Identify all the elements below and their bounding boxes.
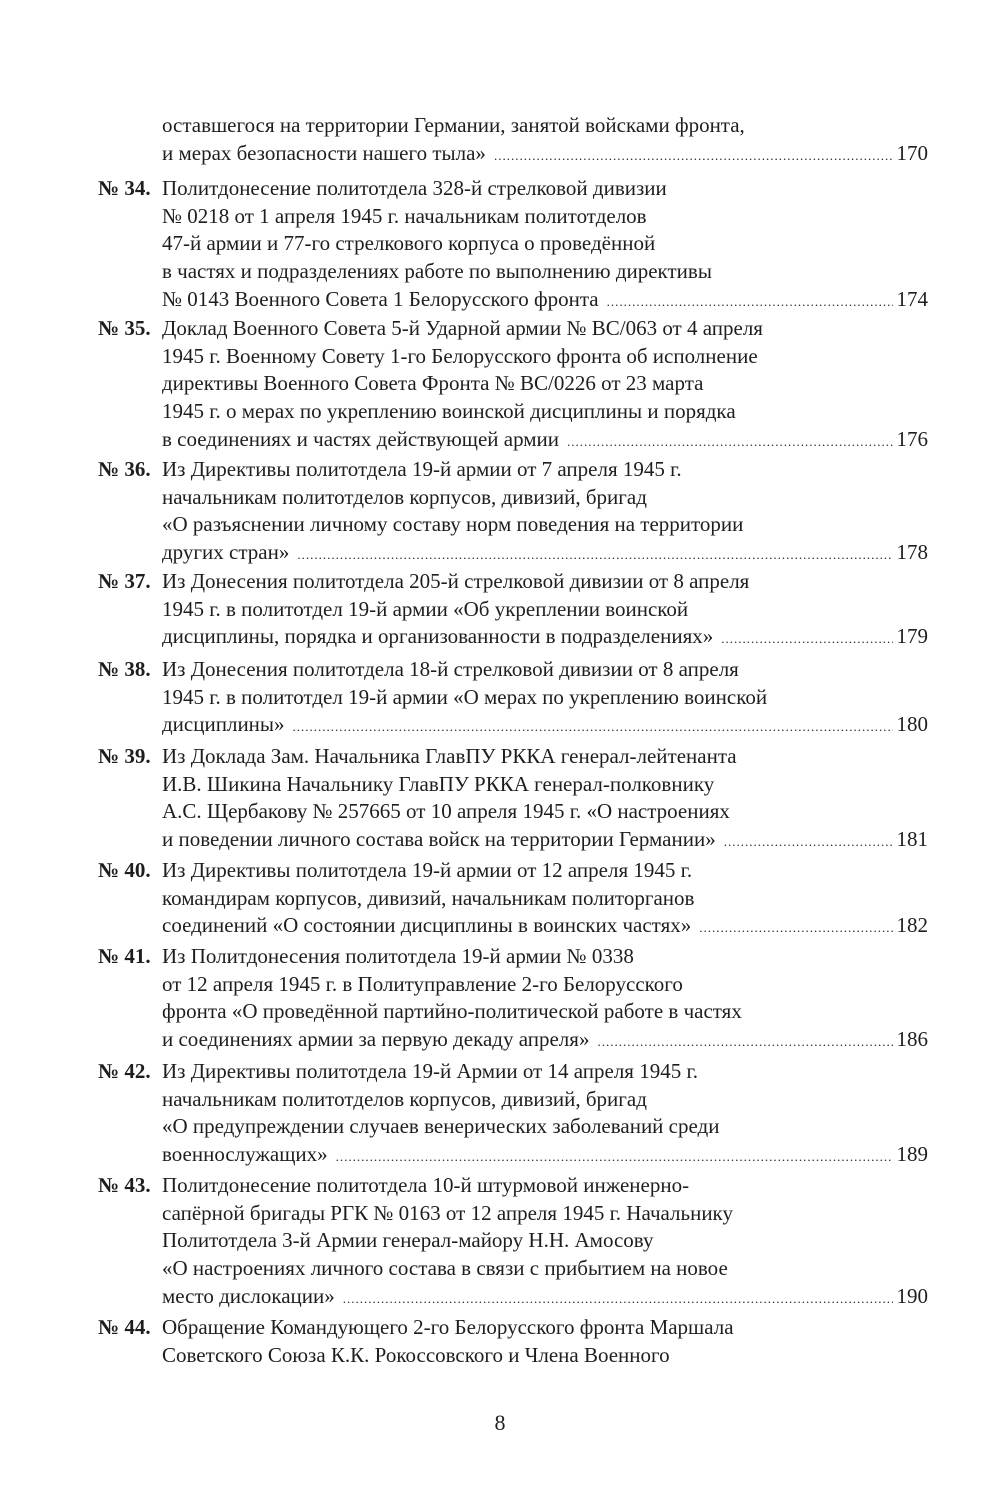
toc-entry-line: других стран» bbox=[162, 540, 290, 565]
toc-entry-line: 1945 г. Военному Совету 1-го Белорусского фронта об исполнение bbox=[162, 343, 758, 368]
dot-leader bbox=[297, 541, 892, 569]
toc-entry-line: и поведении личного состава войск на территории Германии» bbox=[162, 827, 716, 852]
toc-entry-line: Из Директивы политотдела 19-й Армии от 14 апреля 1945 г. bbox=[162, 1059, 698, 1083]
toc-entry-body bbox=[162, 656, 928, 741]
toc-entry-line: Доклад Военного Совета 5-й Ударной армии № ВС/063 от 4 апреля bbox=[162, 316, 763, 340]
page-number: 178 bbox=[896, 540, 928, 565]
page-number: 174 bbox=[896, 286, 928, 311]
document-number: № 41. bbox=[98, 944, 151, 968]
toc-entry-line: и мерах безопасности нашего тыла» bbox=[162, 140, 486, 165]
toc-entry-lastline bbox=[162, 286, 928, 316]
toc-entry-line: «О настроениях личного состава в связи с прибытием на новое bbox=[162, 1256, 728, 1281]
toc-entry-line: Из Директивы политотдела 19-й армии от 12 апреля 1945 г. bbox=[162, 858, 693, 882]
toc-entry-line: 47-й армии и 77-го стрелкового корпуса о проведённой bbox=[162, 231, 656, 256]
toc-entry-line: командирам корпусов, дивизий, начальникам политорганов bbox=[162, 885, 695, 910]
dot-leader bbox=[343, 1285, 893, 1313]
toc-entry-body bbox=[162, 1058, 928, 1171]
toc-entry bbox=[98, 568, 928, 653]
page-number: 186 bbox=[896, 1027, 928, 1052]
toc-entry-body bbox=[162, 743, 928, 856]
toc-entry-lastline bbox=[162, 1283, 928, 1313]
toc-entry-line: и соединениях армии за первую декаду апреля» bbox=[162, 1027, 590, 1052]
toc-entry-line: соединений «О состоянии дисциплины в воинских частях» bbox=[162, 913, 692, 938]
dot-leader bbox=[699, 914, 892, 942]
page-number: 176 bbox=[896, 426, 928, 451]
toc-entry-line: Из Директивы политотдела 19-й армии от 7 апреля 1945 г. bbox=[162, 457, 682, 481]
document-number: № 43. bbox=[98, 1173, 151, 1197]
toc-entry bbox=[98, 456, 928, 569]
toc-entry-lastline bbox=[162, 711, 928, 741]
page-number: 181 bbox=[896, 827, 928, 852]
toc-entry-line: дисциплины, порядка и организованности в подразделениях» bbox=[162, 624, 714, 649]
document-number: № 37. bbox=[98, 569, 151, 593]
toc-entry-line: Политдонесение политотдела 10-й штурмовой инженерно- bbox=[162, 1173, 690, 1197]
toc-entry-body bbox=[162, 175, 928, 316]
toc-entry bbox=[98, 1314, 928, 1369]
document-number: № 38. bbox=[98, 657, 151, 681]
page-folio: 8 bbox=[494, 1410, 506, 1435]
toc-entry bbox=[98, 656, 928, 741]
toc-entry-line: «О предупреждении случаев венерических заболеваний среди bbox=[162, 1114, 720, 1139]
toc-entry-lastline bbox=[162, 912, 928, 942]
toc-entry-line: сапёрной бригады РГК № 0163 от 12 апреля 1945 г. Начальнику bbox=[162, 1200, 733, 1225]
toc-entry-line: дисциплины» bbox=[162, 712, 285, 737]
toc-entry-lastline bbox=[162, 426, 928, 456]
toc-entry-line: место дислокации» bbox=[162, 1283, 335, 1308]
toc-entry-body bbox=[162, 943, 928, 1056]
toc-entry-line: И.В. Шикина Начальнику ГлавПУ РККА генерал-полковнику bbox=[162, 771, 715, 796]
toc-entry-line: оставшегося на территории Германии, занятой войсками фронта, bbox=[162, 113, 745, 137]
toc-entry-lastline bbox=[162, 140, 928, 170]
toc-entry-line: начальникам политотделов корпусов, дивизий, бригад bbox=[162, 1086, 647, 1111]
dot-leader bbox=[293, 713, 893, 741]
page-number: 189 bbox=[896, 1142, 928, 1167]
toc-entry-lastline bbox=[162, 623, 928, 653]
toc-entry-line: фронта «О проведённой партийно-политической работе в частях bbox=[162, 999, 742, 1024]
page-number: 179 bbox=[896, 624, 928, 649]
toc-entry-line: «О разъяснении личному составу норм поведения на территории bbox=[162, 512, 744, 537]
toc-entry-line: № 0218 от 1 апреля 1945 г. начальникам политотделов bbox=[162, 203, 647, 228]
toc-entry-line: в соединениях и частях действующей армии bbox=[162, 426, 560, 451]
document-number: № 36. bbox=[98, 457, 151, 481]
toc-entry-line: Советского Союза К.К. Рокоссовского и Члена Военного bbox=[162, 1342, 670, 1367]
toc-entry-body bbox=[162, 1172, 928, 1313]
toc-entry-line: Из Политдонесения политотдела 19-й армии № 0338 bbox=[162, 944, 634, 968]
page-number: 190 bbox=[896, 1283, 928, 1308]
dot-leader bbox=[567, 428, 892, 456]
document-number: № 42. bbox=[98, 1059, 151, 1083]
document-number: № 40. bbox=[98, 858, 151, 882]
dot-leader bbox=[724, 828, 893, 856]
toc-entry bbox=[98, 1058, 928, 1171]
toc-entry-body bbox=[162, 456, 928, 569]
page-number: 180 bbox=[896, 712, 928, 737]
toc-entry-body bbox=[162, 1314, 928, 1369]
toc-entry bbox=[98, 315, 928, 456]
page-number: 182 bbox=[896, 913, 928, 938]
toc-entry-line: 1945 г. в политотдел 19-й армии «О мерах по укреплению воинской bbox=[162, 684, 768, 709]
toc-entry-line: начальникам политотделов корпусов, дивизий, бригад bbox=[162, 484, 647, 509]
toc-entry-lastline bbox=[162, 539, 928, 569]
toc-entry-line: Политотдела 3-й Армии генерал-майору Н.Н. Амосову bbox=[162, 1228, 654, 1253]
toc-entry-line: от 12 апреля 1945 г. в Политуправление 2-го Белорусского bbox=[162, 971, 683, 996]
toc-entry-line: военнослужащих» bbox=[162, 1142, 328, 1167]
dot-leader bbox=[597, 1028, 892, 1056]
toc-entry bbox=[98, 857, 928, 942]
toc-entry-line: А.С. Щербакову № 257665 от 10 апреля 1945 г. «О настроениях bbox=[162, 799, 730, 824]
document-number: № 39. bbox=[98, 744, 151, 768]
toc-entry-line: 1945 г. о мерах по укреплению воинской дисциплины и порядка bbox=[162, 399, 736, 424]
dot-leader bbox=[494, 142, 893, 170]
toc-entry-body bbox=[162, 112, 928, 169]
document-number: № 34. bbox=[98, 176, 151, 200]
document-number: № 44. bbox=[98, 1315, 151, 1339]
toc-entry bbox=[98, 112, 928, 169]
toc-entry-body bbox=[162, 568, 928, 653]
toc-entry bbox=[98, 743, 928, 856]
toc-entry-line: в частях и подразделениях работе по выполнению директивы bbox=[162, 259, 712, 284]
toc-entry-line: № 0143 Военного Совета 1 Белорусского фронта bbox=[162, 286, 599, 311]
toc-entry bbox=[98, 175, 928, 316]
toc-entry-line: Обращение Командующего 2-го Белорусского фронта Маршала bbox=[162, 1315, 734, 1339]
toc-entry-line: Политдонесение политотдела 328-й стрелковой дивизии bbox=[162, 176, 667, 200]
document-number: № 35. bbox=[98, 316, 151, 340]
toc-entry-lastline bbox=[162, 1026, 928, 1056]
toc-entry-body bbox=[162, 315, 928, 456]
page-number: 170 bbox=[896, 140, 928, 165]
dot-leader bbox=[336, 1143, 893, 1171]
toc-entry bbox=[98, 943, 928, 1056]
toc-entry-body bbox=[162, 857, 928, 942]
toc-entry-line: Из Доклада Зам. Начальника ГлавПУ РККА генерал-лейтенанта bbox=[162, 744, 737, 768]
toc-entry-line: Из Донесения политотдела 18-й стрелковой дивизии от 8 апреля bbox=[162, 657, 739, 681]
toc-entry-line: Из Донесения политотдела 205-й стрелковой дивизии от 8 апреля bbox=[162, 569, 750, 593]
toc-entry-line: директивы Военного Совета Фронта № ВС/0226 от 23 марта bbox=[162, 371, 704, 396]
toc-entry bbox=[98, 1172, 928, 1313]
toc-entry-lastline bbox=[162, 826, 928, 856]
toc-entry-line: 1945 г. в политотдел 19-й армии «Об укреплении воинской bbox=[162, 596, 689, 621]
toc-entry-lastline bbox=[162, 1141, 928, 1171]
dot-leader bbox=[607, 288, 893, 316]
dot-leader bbox=[721, 625, 892, 653]
